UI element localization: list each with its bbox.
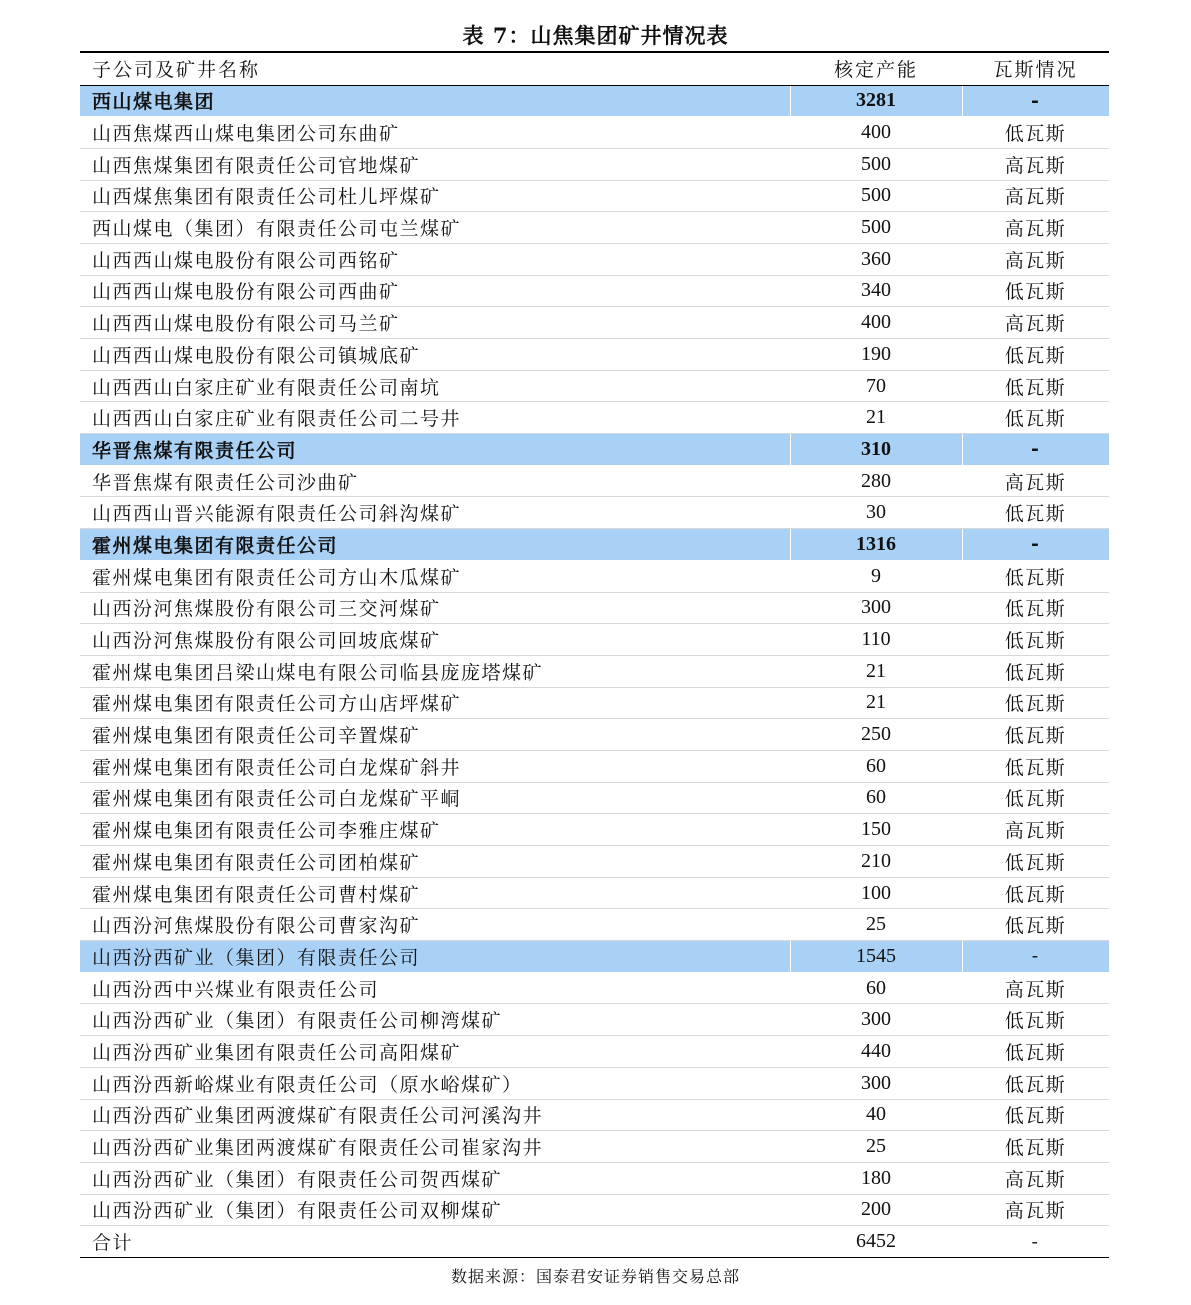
- capacity-cell: 300: [790, 1067, 962, 1099]
- header-capacity: 核定产能: [790, 52, 962, 85]
- table-row: [80, 782, 1109, 814]
- capacity-cell: 500: [790, 148, 962, 180]
- mine-name-cell: 山西汾西新峪煤业有限责任公司（原水峪煤矿）: [80, 1067, 790, 1099]
- capacity-cell: 180: [790, 1162, 962, 1194]
- gas-status-cell: 高瓦斯: [962, 212, 1109, 244]
- gas-status-cell: -: [962, 434, 1109, 466]
- gas-status-cell: 低瓦斯: [962, 117, 1109, 149]
- gas-status-cell: 低瓦斯: [962, 782, 1109, 814]
- table-body: [80, 85, 1109, 1257]
- gas-status-cell: 低瓦斯: [962, 402, 1109, 434]
- capacity-cell: 400: [790, 307, 962, 339]
- mine-name-cell: 山西西山晋兴能源有限责任公司斜沟煤矿: [80, 497, 790, 529]
- mine-name-cell: 霍州煤电集团有限责任公司方山木瓜煤矿: [80, 560, 790, 592]
- mine-name-cell: 霍州煤电集团有限责任公司: [80, 529, 790, 561]
- mine-name-cell: 山西西山白家庄矿业有限责任公司南坑: [80, 370, 790, 402]
- gas-status-cell: 低瓦斯: [962, 687, 1109, 719]
- table-row: [80, 1099, 1109, 1131]
- table-row: [80, 148, 1109, 180]
- mine-name-cell: 山西汾西中兴煤业有限责任公司: [80, 972, 790, 1004]
- gas-status-cell: -: [962, 941, 1109, 973]
- table-row: [80, 972, 1109, 1004]
- mine-name-cell: 山西焦煤集团有限责任公司官地煤矿: [80, 148, 790, 180]
- gas-status-cell: 高瓦斯: [962, 180, 1109, 212]
- gas-status-cell: 低瓦斯: [962, 1099, 1109, 1131]
- capacity-cell: 340: [790, 275, 962, 307]
- mine-name-cell: 霍州煤电集团有限责任公司辛置煤矿: [80, 719, 790, 751]
- gas-status-cell: 低瓦斯: [962, 339, 1109, 371]
- capacity-cell: 150: [790, 814, 962, 846]
- table-row: [80, 339, 1109, 371]
- table-row: [80, 1067, 1109, 1099]
- gas-status-cell: 低瓦斯: [962, 560, 1109, 592]
- gas-status-cell: 低瓦斯: [962, 1131, 1109, 1163]
- mine-name-cell: 霍州煤电集团有限责任公司方山店坪煤矿: [80, 687, 790, 719]
- table-row: [80, 814, 1109, 846]
- mine-name-cell: 山西汾西矿业（集团）有限责任公司双柳煤矿: [80, 1194, 790, 1226]
- gas-status-cell: 低瓦斯: [962, 719, 1109, 751]
- gas-status-cell: -: [962, 85, 1109, 117]
- table-title: 表 7：山焦集团矿井情况表: [462, 23, 729, 48]
- table-row: [80, 719, 1109, 751]
- mine-name-cell: 山西西山煤电股份有限公司西铭矿: [80, 243, 790, 275]
- table-row: [80, 909, 1109, 941]
- mine-name-cell: 山西汾西矿业集团有限责任公司高阳煤矿: [80, 1036, 790, 1068]
- mine-table: [80, 51, 1109, 1258]
- mine-name-cell: 西山煤电（集团）有限责任公司屯兰煤矿: [80, 212, 790, 244]
- gas-status-cell: 低瓦斯: [962, 1004, 1109, 1036]
- capacity-cell: 60: [790, 972, 962, 1004]
- table-row: [80, 1004, 1109, 1036]
- capacity-cell: 25: [790, 909, 962, 941]
- capacity-cell: 300: [790, 592, 962, 624]
- table-row: [80, 846, 1109, 878]
- mine-name-cell: 霍州煤电集团有限责任公司李雅庄煤矿: [80, 814, 790, 846]
- capacity-cell: 60: [790, 750, 962, 782]
- capacity-cell: 500: [790, 212, 962, 244]
- capacity-cell: 200: [790, 1194, 962, 1226]
- group-row: [80, 434, 1109, 466]
- mine-name-cell: 华晋焦煤有限责任公司沙曲矿: [80, 465, 790, 497]
- capacity-cell: 25: [790, 1131, 962, 1163]
- group-row: [80, 85, 1109, 117]
- table-row: [80, 877, 1109, 909]
- gas-status-cell: 低瓦斯: [962, 877, 1109, 909]
- gas-status-cell: -: [962, 1226, 1109, 1258]
- capacity-cell: 21: [790, 655, 962, 687]
- capacity-cell: 110: [790, 624, 962, 656]
- gas-status-cell: 高瓦斯: [962, 148, 1109, 180]
- gas-status-cell: 低瓦斯: [962, 846, 1109, 878]
- capacity-cell: 70: [790, 370, 962, 402]
- mine-name-cell: 山西西山白家庄矿业有限责任公司二号井: [80, 402, 790, 434]
- mine-name-cell: 霍州煤电集团有限责任公司团柏煤矿: [80, 846, 790, 878]
- mine-name-cell: 山西西山煤电股份有限公司西曲矿: [80, 275, 790, 307]
- gas-status-cell: 低瓦斯: [962, 909, 1109, 941]
- capacity-cell: 60: [790, 782, 962, 814]
- mine-name-cell: 山西汾西矿业集团两渡煤矿有限责任公司河溪沟井: [80, 1099, 790, 1131]
- capacity-cell: 30: [790, 497, 962, 529]
- table-row: [80, 212, 1109, 244]
- table-header-row: [80, 52, 1109, 85]
- capacity-cell: 500: [790, 180, 962, 212]
- table-row: [80, 497, 1109, 529]
- gas-status-cell: 高瓦斯: [962, 814, 1109, 846]
- mine-name-cell: 山西汾西矿业（集团）有限责任公司贺西煤矿: [80, 1162, 790, 1194]
- gas-status-cell: -: [962, 529, 1109, 561]
- table-row: [80, 117, 1109, 149]
- gas-status-cell: 高瓦斯: [962, 1194, 1109, 1226]
- header-gas: 瓦斯情况: [962, 52, 1109, 85]
- gas-status-cell: 高瓦斯: [962, 1162, 1109, 1194]
- mine-name-cell: 山西汾河焦煤股份有限公司回坡底煤矿: [80, 624, 790, 656]
- mine-name-cell: 山西西山煤电股份有限公司镇城底矿: [80, 339, 790, 371]
- mine-name-cell: 华晋焦煤有限责任公司: [80, 434, 790, 466]
- table-row: [80, 624, 1109, 656]
- gas-status-cell: 低瓦斯: [962, 370, 1109, 402]
- capacity-cell: 280: [790, 465, 962, 497]
- gas-status-cell: 高瓦斯: [962, 243, 1109, 275]
- group-row: [80, 529, 1109, 561]
- table-row: [80, 1131, 1109, 1163]
- mine-name-cell: 山西焦煤西山煤电集团公司东曲矿: [80, 117, 790, 149]
- table-row: [80, 1036, 1109, 1068]
- capacity-cell: 40: [790, 1099, 962, 1131]
- table-row: [80, 687, 1109, 719]
- capacity-cell: 21: [790, 687, 962, 719]
- capacity-cell: 3281: [790, 85, 962, 117]
- capacity-cell: 310: [790, 434, 962, 466]
- capacity-cell: 210: [790, 846, 962, 878]
- mine-name-cell: 山西西山煤电股份有限公司马兰矿: [80, 307, 790, 339]
- mine-name-cell: 西山煤电集团: [80, 85, 790, 117]
- mine-name-cell: 山西汾西矿业（集团）有限责任公司: [80, 941, 790, 973]
- gas-status-cell: 低瓦斯: [962, 655, 1109, 687]
- table-row: [80, 560, 1109, 592]
- capacity-cell: 9: [790, 560, 962, 592]
- gas-status-cell: 高瓦斯: [962, 972, 1109, 1004]
- mine-name-cell: 霍州煤电集团有限责任公司白龙煤矿斜井: [80, 750, 790, 782]
- capacity-cell: 1316: [790, 529, 962, 561]
- capacity-cell: 250: [790, 719, 962, 751]
- table-row: [80, 402, 1109, 434]
- capacity-cell: 1545: [790, 941, 962, 973]
- mine-table-container: [80, 51, 1109, 1258]
- mine-name-cell: 霍州煤电集团吕梁山煤电有限公司临县庞庞塔煤矿: [80, 655, 790, 687]
- gas-status-cell: 低瓦斯: [962, 750, 1109, 782]
- total-row: [80, 1226, 1109, 1258]
- mine-name-cell: 山西汾河焦煤股份有限公司曹家沟矿: [80, 909, 790, 941]
- gas-status-cell: 低瓦斯: [962, 1036, 1109, 1068]
- table-row: [80, 465, 1109, 497]
- group-row: [80, 941, 1109, 973]
- gas-status-cell: 低瓦斯: [962, 275, 1109, 307]
- capacity-cell: 6452: [790, 1226, 962, 1258]
- mine-name-cell: 山西煤焦集团有限责任公司杜儿坪煤矿: [80, 180, 790, 212]
- capacity-cell: 190: [790, 339, 962, 371]
- table-row: [80, 655, 1109, 687]
- gas-status-cell: 低瓦斯: [962, 1067, 1109, 1099]
- capacity-cell: 360: [790, 243, 962, 275]
- capacity-cell: 100: [790, 877, 962, 909]
- header-name: 子公司及矿井名称: [80, 52, 790, 85]
- data-source-note: 数据来源：国泰君安证券销售交易总部: [450, 1267, 740, 1286]
- capacity-cell: 440: [790, 1036, 962, 1068]
- table-row: [80, 750, 1109, 782]
- mine-name-cell: 山西汾河焦煤股份有限公司三交河煤矿: [80, 592, 790, 624]
- gas-status-cell: 低瓦斯: [962, 624, 1109, 656]
- gas-status-cell: 高瓦斯: [962, 465, 1109, 497]
- capacity-cell: 400: [790, 117, 962, 149]
- table-row: [80, 370, 1109, 402]
- capacity-cell: 300: [790, 1004, 962, 1036]
- capacity-cell: 21: [790, 402, 962, 434]
- mine-name-cell: 霍州煤电集团有限责任公司曹村煤矿: [80, 877, 790, 909]
- table-row: [80, 1162, 1109, 1194]
- table-row: [80, 275, 1109, 307]
- mine-name-cell: 合计: [80, 1226, 790, 1258]
- table-row: [80, 243, 1109, 275]
- gas-status-cell: 低瓦斯: [962, 497, 1109, 529]
- table-row: [80, 592, 1109, 624]
- table-row: [80, 307, 1109, 339]
- mine-name-cell: 山西汾西矿业集团两渡煤矿有限责任公司崔家沟井: [80, 1131, 790, 1163]
- gas-status-cell: 高瓦斯: [962, 307, 1109, 339]
- mine-name-cell: 霍州煤电集团有限责任公司白龙煤矿平峒: [80, 782, 790, 814]
- mine-name-cell: 山西汾西矿业（集团）有限责任公司柳湾煤矿: [80, 1004, 790, 1036]
- table-row: [80, 180, 1109, 212]
- gas-status-cell: 低瓦斯: [962, 592, 1109, 624]
- table-row: [80, 1194, 1109, 1226]
